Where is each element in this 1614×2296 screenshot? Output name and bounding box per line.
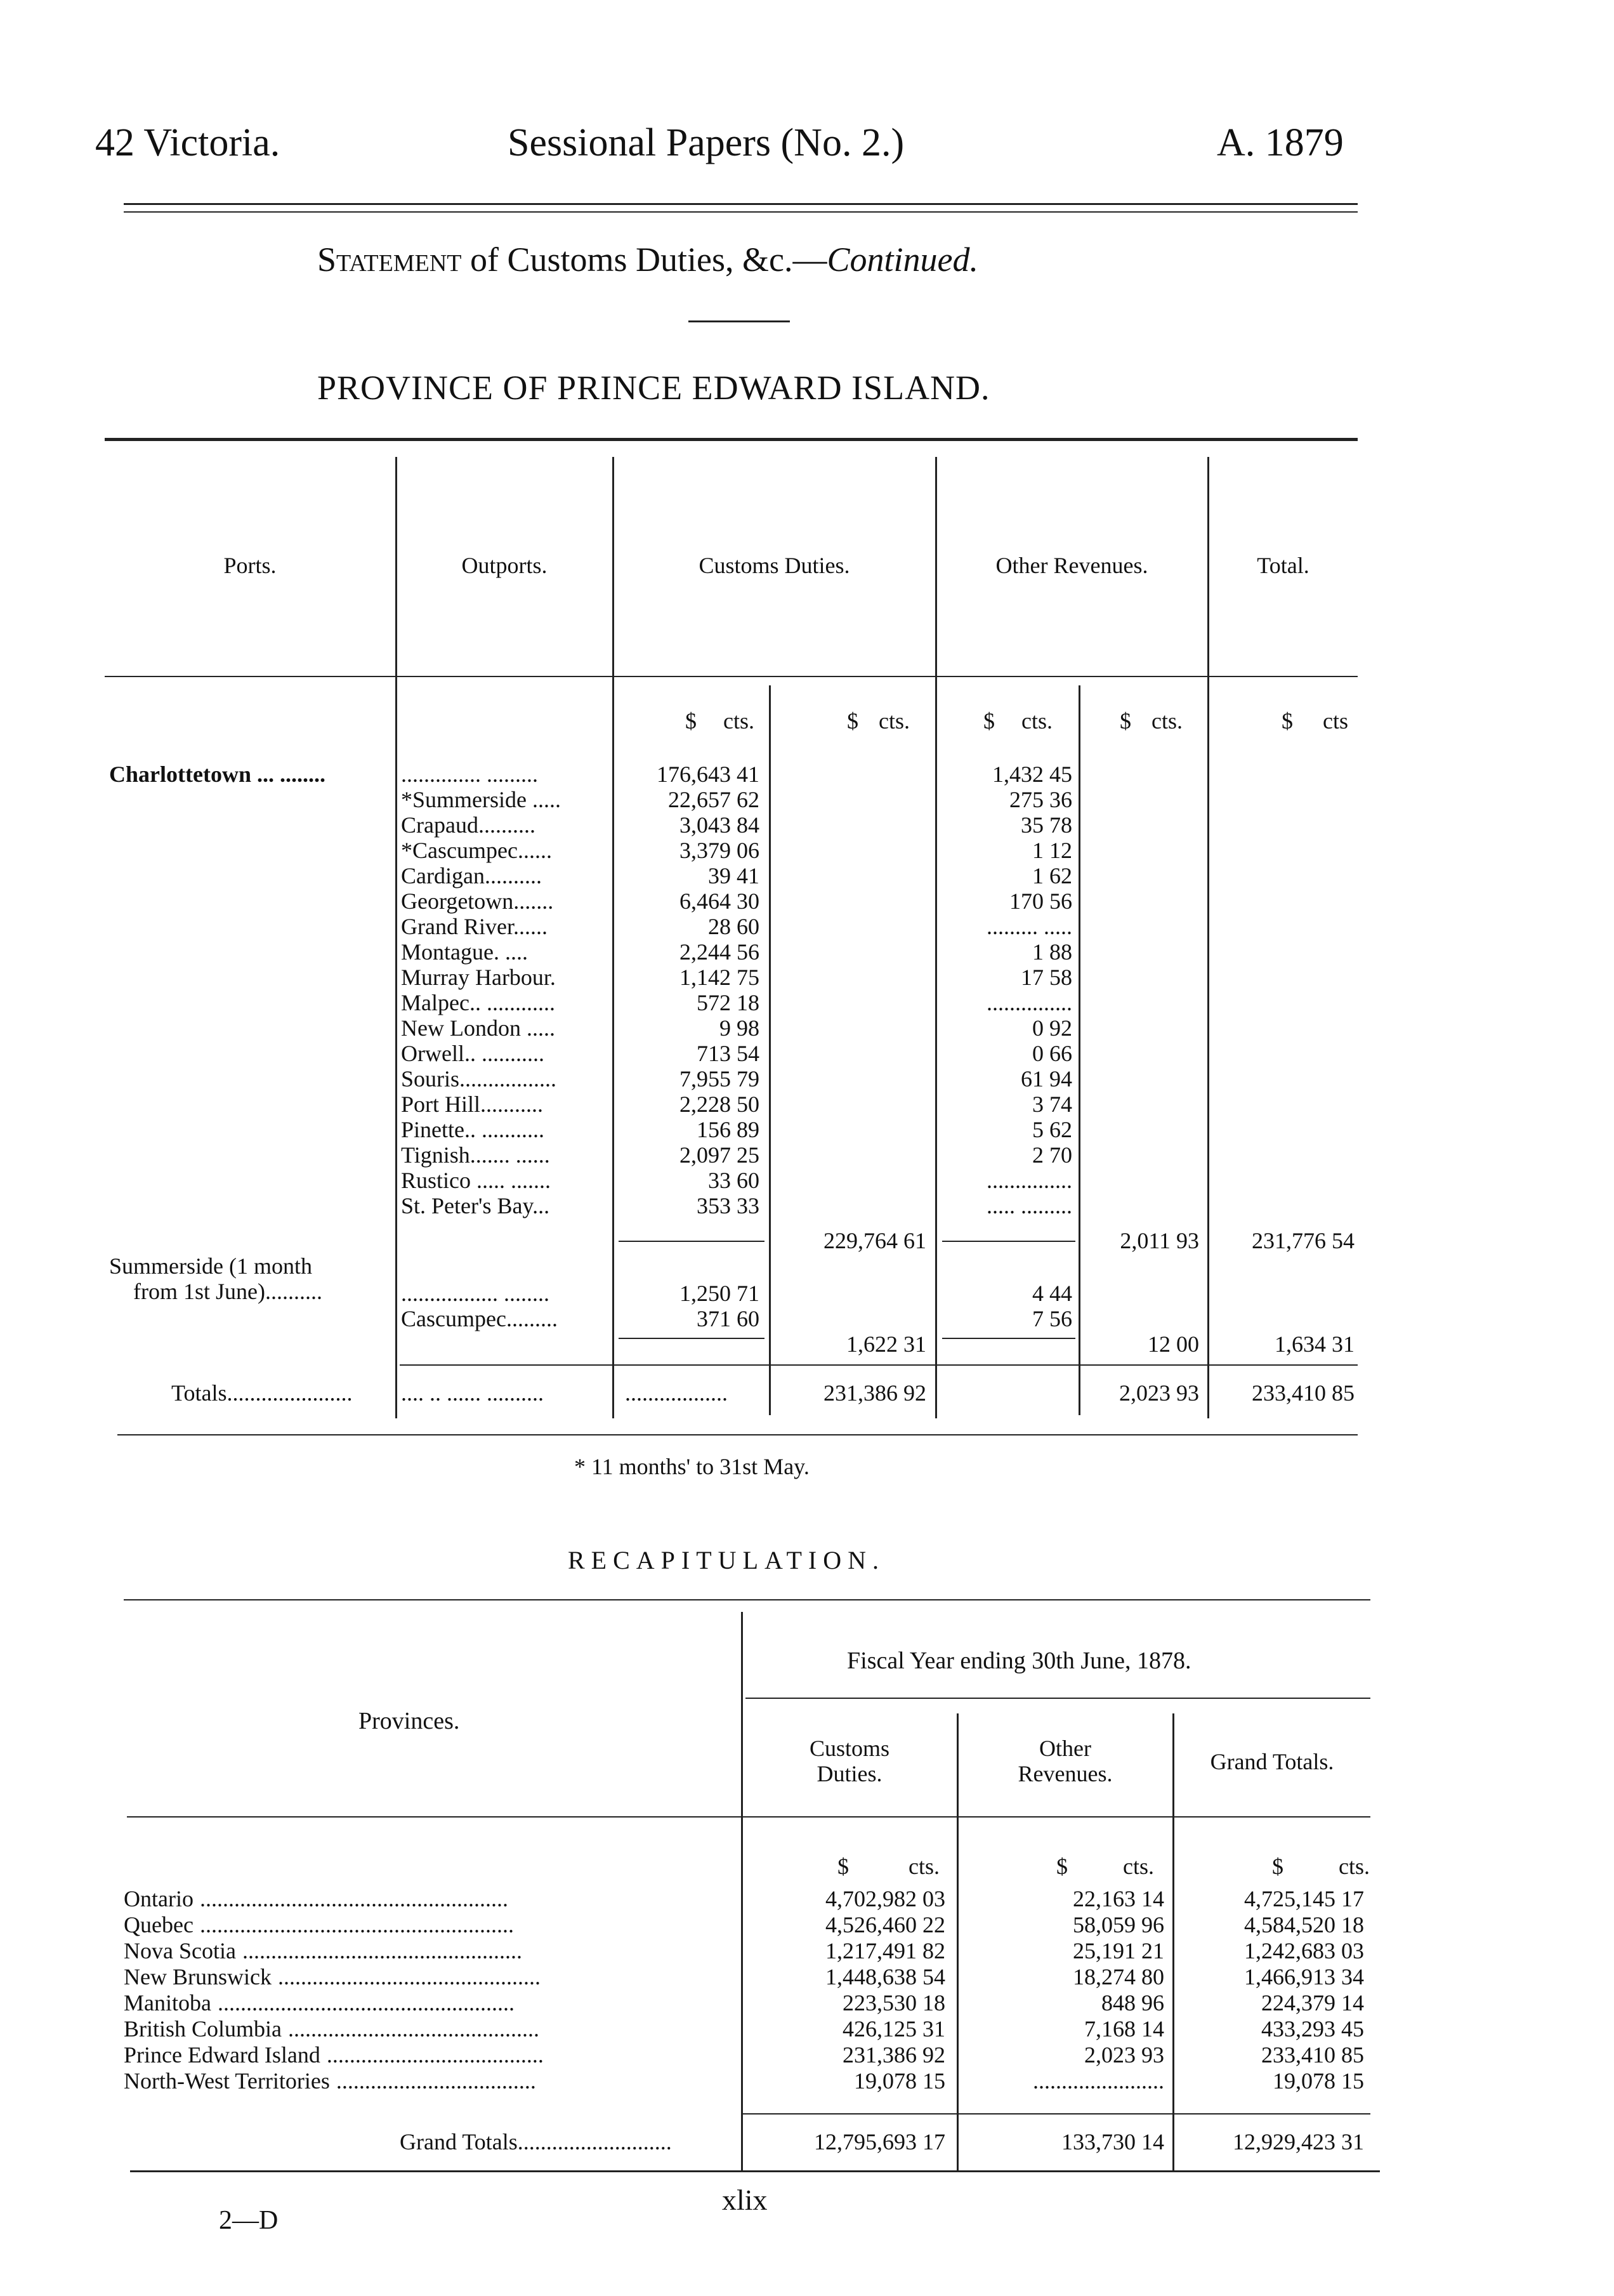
recap-unit-cd-c: cts.: [909, 1854, 940, 1879]
statement-lead: Statement: [317, 241, 462, 279]
t1-unit-or-d: $: [983, 708, 995, 734]
t1-unit-or-c: cts.: [1021, 708, 1053, 734]
recap-grand-total: 4,725,145 17: [1244, 1886, 1364, 1911]
t1-g1-outport: Malpec.. ............: [401, 990, 555, 1015]
t1-unit-cdsub-d: $: [847, 708, 858, 734]
header-rule-1: [124, 203, 1358, 205]
recap-grand-total: 4,584,520 18: [1244, 1912, 1364, 1937]
header-rule-2: [124, 211, 1358, 213]
header-right: A. 1879: [1217, 121, 1344, 164]
t1-g1-other: 17 58: [1021, 965, 1072, 990]
t1-g1-customs: 7,955 79: [679, 1066, 759, 1092]
t1-g2-cd-1: 1,250 71: [679, 1281, 759, 1306]
footnote: * 11 months' to 31st May.: [574, 1454, 810, 1479]
recap-other: 848 96: [1101, 1990, 1164, 2016]
t1-g1-customs: 713 54: [697, 1041, 759, 1066]
t1-g1-outport: Tignish....... ......: [401, 1142, 550, 1168]
statement-continued: Continued.: [827, 241, 979, 279]
recap-grand-total: 433,293 45: [1261, 2016, 1364, 2042]
t1-g1-other: ...............: [987, 990, 1072, 1015]
t1-g1-sub-cd: 229,764 61: [823, 1228, 926, 1253]
t1-g1-other: 275 36: [1009, 787, 1072, 812]
t1-vline-customs-split: [769, 685, 771, 1415]
recap-unit-or-c: cts.: [1123, 1854, 1154, 1879]
table1-bottom-rule: [117, 1434, 1358, 1435]
t1-g1-customs: 2,228 50: [679, 1092, 759, 1117]
t1-vline-other-split: [1079, 685, 1080, 1415]
t1-g1-customs: 2,097 25: [679, 1142, 759, 1168]
table1-header-rule: [105, 676, 1358, 677]
recap-province-name: New Brunswick: [124, 1964, 272, 1989]
recap-vline-provinces: [741, 1612, 743, 2170]
recap-title: RECAPITULATION.: [568, 1546, 885, 1574]
t1-g1-other: 35 78: [1021, 812, 1072, 838]
recap-provinces-header: Provinces.: [358, 1708, 460, 1734]
recap-province-name: North-West Territories: [124, 2068, 330, 2094]
t1-g1-customs: 176,643 41: [657, 762, 759, 787]
t1-g1-customs: 28 60: [708, 914, 759, 939]
t1-g1-customs: 353 33: [697, 1193, 759, 1218]
t1-unit-total-c: cts: [1323, 708, 1348, 734]
recap-grand-total: 1,466,913 34: [1244, 1964, 1364, 1989]
t1-header-ports: Ports.: [223, 553, 277, 578]
recap-province-name: Nova Scotia: [124, 1938, 236, 1963]
statement-rest: of Customs Duties, &c.—: [470, 241, 827, 279]
t1-port-summerside-2: from 1st June)..........: [133, 1279, 322, 1304]
t1-g1-outport: Georgetown.......: [401, 888, 554, 914]
t1-g1-outport: *Summerside .....: [401, 787, 561, 812]
recap-leader-dots: .................................................: [242, 1938, 522, 1963]
recap-vline-other: [1172, 1713, 1174, 2170]
t1-g1-customs: 6,464 30: [679, 888, 759, 914]
recap-grand-gt: 12,929,423 31: [1233, 2129, 1364, 2154]
footer-page-number: xlix: [722, 2184, 768, 2216]
t1-g1-other: ......... .....: [987, 914, 1072, 939]
t1-g1-sub-or: 2,011 93: [1120, 1228, 1199, 1253]
t1-g2-sub-or: 12 00: [1148, 1331, 1199, 1357]
t1-totals-or: 2,023 93: [1119, 1380, 1199, 1406]
recap-customs: 4,526,460 22: [825, 1912, 945, 1937]
recap-grand-total: 1,242,683 03: [1244, 1938, 1364, 1963]
t1-g1-customs: 1,142 75: [679, 965, 759, 990]
t1-g1-outport: Rustico ..... .......: [401, 1168, 551, 1193]
t1-g1-customs: 3,043 84: [679, 812, 759, 838]
t1-g1-customs: 9 98: [719, 1015, 759, 1041]
t1-g1-customs: 33 60: [708, 1168, 759, 1193]
recap-leader-dots: ...................................: [336, 2068, 536, 2094]
t1-g2-or-1: 4 44: [1032, 1281, 1072, 1306]
t1-unit-cd-c: cts.: [723, 708, 754, 734]
t1-header-customs: Customs Duties.: [699, 553, 850, 578]
recap-customs: 4,702,982 03: [825, 1886, 945, 1911]
t1-g1-other: 1 88: [1032, 939, 1072, 965]
t1-g1-other: ...............: [987, 1168, 1072, 1193]
footer-signature: 2—D: [219, 2206, 279, 2235]
t1-totals-total: 233,410 85: [1252, 1380, 1355, 1406]
recap-customs: 1,448,638 54: [825, 1964, 945, 1989]
t1-header-other: Other Revenues.: [995, 553, 1148, 578]
t1-g1-outport: Montague. ....: [401, 939, 528, 965]
recap-grand-total: 233,410 85: [1261, 2042, 1364, 2068]
t1-g2-cd-2: 371 60: [697, 1306, 759, 1331]
t1-g1-customs: 156 89: [697, 1117, 759, 1142]
t1-g2-or-rule: [942, 1338, 1075, 1339]
recap-col-customs-line2: Duties.: [817, 1761, 882, 1786]
t1-g2-sub-cd: 1,622 31: [846, 1331, 926, 1357]
recap-province-name: Prince Edward Island: [124, 2042, 320, 2068]
t1-unit-orsub-d: $: [1120, 708, 1131, 734]
t1-g1-outport: *Cascumpec......: [401, 838, 552, 863]
t1-unit-orsub-c: cts.: [1151, 708, 1183, 734]
recap-col-customs-line1: Customs: [809, 1736, 890, 1761]
recap-grand-cd: 12,795,693 17: [814, 2129, 945, 2154]
recap-other: .......................: [1033, 2068, 1164, 2094]
recap-top-rule: [124, 1599, 1370, 1600]
t1-g1-other: 0 66: [1032, 1041, 1072, 1066]
recap-province-name: Ontario: [124, 1886, 194, 1911]
t1-g2-outport-1: ................. ........: [401, 1281, 549, 1306]
t1-g1-customs: 572 18: [697, 990, 759, 1015]
statement-title: [317, 240, 978, 279]
t1-vline-other: [1207, 457, 1209, 1418]
t1-unit-cdsub-c: cts.: [879, 708, 910, 734]
recap-bottom-rule: [130, 2170, 1380, 2172]
t1-vline-ports: [395, 457, 397, 1418]
t1-g1-outport: Port Hill...........: [401, 1092, 544, 1117]
recap-row-name: [124, 1938, 736, 1963]
recap-other: 2,023 93: [1084, 2042, 1164, 2068]
t1-port-charlottetown: Charlottetown ... ........: [109, 762, 325, 787]
t1-g1-customs: 3,379 06: [679, 838, 759, 863]
t1-totals-cd-dots: ..................: [625, 1380, 728, 1406]
recap-grand-or: 133,730 14: [1061, 2129, 1164, 2154]
t1-g1-other: 2 70: [1032, 1142, 1072, 1168]
short-rule: [688, 320, 790, 322]
t1-g2-outport-2: Cascumpec.........: [401, 1306, 558, 1331]
t1-g1-customs: 39 41: [708, 863, 759, 888]
recap-row-name: [124, 2068, 736, 2094]
t1-g1-outport: Souris.................: [401, 1066, 557, 1092]
t1-g2-or-2: 7 56: [1032, 1306, 1072, 1331]
recap-leader-dots: ..............................................: [277, 1964, 541, 1989]
recap-leader-dots: ....................................................: [217, 1990, 515, 2016]
t1-totals-outport: .... .. ...... ..........: [401, 1380, 544, 1406]
t1-g1-outport: Crapaud..........: [401, 812, 535, 838]
t1-g1-sub-total: 231,776 54: [1252, 1228, 1355, 1253]
recap-row-name: [124, 1912, 736, 1937]
header-center: Sessional Papers (No. 2.): [508, 121, 905, 164]
t1-g1-other: 1,432 45: [992, 762, 1072, 787]
t1-g1-outport: Grand River......: [401, 914, 548, 939]
recap-other: 7,168 14: [1084, 2016, 1164, 2042]
recap-grand-total: 224,379 14: [1261, 1990, 1364, 2016]
t1-totals-rule: [400, 1364, 1358, 1366]
recap-customs: 1,217,491 82: [825, 1938, 945, 1963]
recap-unit-gt-d: $: [1272, 1854, 1283, 1879]
t1-g1-other: 0 92: [1032, 1015, 1072, 1041]
t1-g1-customs: 2,244 56: [679, 939, 759, 965]
recap-other: 22,163 14: [1073, 1886, 1164, 1911]
recap-customs: 426,125 31: [843, 2016, 945, 2042]
recap-col-grand: Grand Totals.: [1210, 1749, 1334, 1774]
t1-g1-other: 5 62: [1032, 1117, 1072, 1142]
recap-province-name: Quebec: [124, 1912, 194, 1937]
t1-port-summerside-1: Summerside (1 month: [109, 1253, 312, 1279]
recap-customs: 223,530 18: [843, 1990, 945, 2016]
recap-header-rule: [127, 1816, 1370, 1818]
t1-g2-cd-rule: [619, 1338, 764, 1339]
t1-vline-outports: [612, 457, 614, 1418]
t1-g1-other: 170 56: [1009, 888, 1072, 914]
t1-g1-other: 3 74: [1032, 1092, 1072, 1117]
recap-province-name: Manitoba: [124, 1990, 211, 2016]
t1-g1-outport: Orwell.. ...........: [401, 1041, 544, 1066]
t1-g1-or-rule: [942, 1241, 1075, 1242]
t1-header-total: Total.: [1257, 553, 1309, 578]
t1-g1-cd-rule: [619, 1241, 764, 1242]
t1-g1-other: 1 12: [1032, 838, 1072, 863]
recap-fiscal-rule: [745, 1698, 1370, 1699]
t1-header-outports: Outports.: [461, 553, 548, 578]
t1-g1-outport: New London .....: [401, 1015, 555, 1041]
t1-g1-outport: Cardigan..........: [401, 863, 542, 888]
t1-g1-outport: .............. .........: [401, 762, 538, 787]
recap-row-name: [124, 1886, 736, 1911]
recap-leader-dots: .......................................................: [199, 1912, 514, 1937]
t1-unit-cd-d: $: [685, 708, 697, 734]
recap-unit-gt-c: cts.: [1339, 1854, 1370, 1879]
t1-totals-cd: 231,386 92: [823, 1380, 926, 1406]
recap-province-name: British Columbia: [124, 2016, 282, 2042]
recap-leader-dots: ............................................: [288, 2016, 540, 2042]
recap-row-name: [124, 1990, 736, 2016]
recap-fiscal: Fiscal Year ending 30th June, 1878.: [847, 1647, 1191, 1674]
t1-g1-other: 1 62: [1032, 863, 1072, 888]
recap-grand-rule: [742, 2113, 1370, 2115]
recap-row-name: [124, 1964, 736, 1989]
recap-grand-total: 19,078 15: [1273, 2068, 1364, 2094]
recap-col-other-line2: Revenues.: [1018, 1761, 1113, 1786]
t1-unit-total-d: $: [1282, 708, 1293, 734]
province-title: PROVINCE OF PRINCE EDWARD ISLAND.: [317, 369, 990, 407]
recap-customs: 231,386 92: [843, 2042, 945, 2068]
recap-col-customs: [742, 1736, 957, 1786]
t1-g1-other: 61 94: [1021, 1066, 1072, 1092]
t1-g2-sub-total: 1,634 31: [1275, 1331, 1355, 1357]
recap-row-name: [124, 2042, 736, 2068]
recap-other: 58,059 96: [1073, 1912, 1164, 1937]
recap-col-other-line1: Other: [1039, 1736, 1091, 1761]
recap-col-other: [958, 1736, 1172, 1786]
recap-grand-label: Grand Totals...........................: [400, 2129, 672, 2154]
t1-g1-outport: Pinette.. ...........: [401, 1117, 544, 1142]
header-left: 42 Victoria.: [95, 121, 280, 164]
t1-totals-label: Totals......................: [171, 1380, 353, 1406]
recap-customs: 19,078 15: [854, 2068, 945, 2094]
recap-unit-or-d: $: [1056, 1854, 1068, 1879]
recap-leader-dots: ......................................................: [199, 1886, 508, 1911]
t1-g1-customs: 22,657 62: [668, 787, 759, 812]
table1-top-rule: [105, 438, 1358, 441]
recap-unit-cd-d: $: [837, 1854, 849, 1879]
recap-leader-dots: ......................................: [326, 2042, 544, 2068]
t1-g1-other: ..... .........: [987, 1193, 1072, 1218]
recap-other: 18,274 80: [1073, 1964, 1164, 1989]
recap-row-name: [124, 2016, 736, 2042]
t1-g1-outport: Murray Harbour.: [401, 965, 556, 990]
recap-other: 25,191 21: [1073, 1938, 1164, 1963]
t1-g1-outport: St. Peter's Bay...: [401, 1193, 550, 1218]
t1-vline-customs: [935, 457, 937, 1418]
